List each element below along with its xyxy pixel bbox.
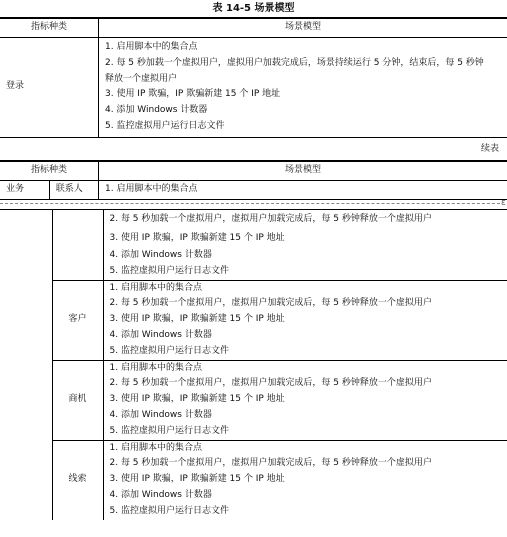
scenario-table-part2-header <box>0 160 507 200</box>
table-row-contact-first <box>0 181 507 200</box>
page-break-mark: ε <box>501 198 506 208</box>
page-break-line <box>0 203 500 204</box>
login-line-2: 2. 每 5 秒加载一个虚拟用户，虚拟用户加载完成后，场景持续运行 5 分钟，结束后，每 5 秒钟释放一个虚拟用户 <box>105 57 484 84</box>
contact-line-4: 4. 添加 Windows 计数器 <box>109 250 212 260</box>
contact-line-3: 3. 使用 IP 欺骗，IP 欺骗新建 15 个 IP 地址 <box>109 233 285 243</box>
table-row-customer <box>0 280 507 360</box>
opportunity-scenario <box>103 360 507 440</box>
opportunity-line-4: 4. 添加 Windows 计数器 <box>109 409 212 420</box>
header-indicator-type: 指标种类 <box>0 18 99 38</box>
header-indicator-type-continued: 指标种类 <box>0 161 99 181</box>
lead-line-1: 1. 启用脚本中的集合点 <box>109 442 202 453</box>
login-scenario <box>99 38 507 138</box>
contact-scenario-rest <box>103 210 507 281</box>
table-row-login <box>0 38 507 138</box>
opportunity-label: 商机 <box>52 360 103 440</box>
customer-line-2: 2. 每 5 秒加载一个虚拟用户，虚拟用户加载完成后，每 5 秒钟释放一个虚拟用户 <box>109 298 432 309</box>
contact-line-5: 5. 监控虚拟用户运行日志文件 <box>109 265 229 276</box>
login-label: 登录 <box>0 38 99 138</box>
opportunity-line-3: 3. 使用 IP 欺骗，IP 欺骗新建 15 个 IP 地址 <box>109 394 285 405</box>
lead-scenario <box>103 440 507 519</box>
table-row-opportunity <box>0 360 507 440</box>
customer-line-5: 5. 监控虚拟用户运行日志文件 <box>109 345 229 356</box>
login-line-4: 4. 添加 Windows 计数器 <box>105 105 208 116</box>
lead-label: 线索 <box>52 440 103 519</box>
lead-line-2: 2. 每 5 秒加载一个虚拟用户，虚拟用户加载完成后，每 5 秒钟释放一个虚拟用户 <box>109 458 432 469</box>
scenario-table-part3 <box>0 209 507 520</box>
lead-line-5: 5. 监控虚拟用户运行日志文件 <box>109 505 229 516</box>
business-cell-continued <box>0 210 52 520</box>
customer-scenario <box>103 280 507 360</box>
opportunity-line-1: 1. 启用脚本中的集合点 <box>109 362 202 373</box>
scenario-table-part1 <box>0 17 507 138</box>
table-header-row <box>0 18 507 38</box>
opportunity-line-5: 5. 监控虚拟用户运行日志文件 <box>109 425 229 436</box>
business-label: 业务 <box>0 181 49 200</box>
header-scenario-model: 场景模型 <box>99 18 507 38</box>
continued-label: 续表 <box>480 144 499 154</box>
customer-line-4: 4. 添加 Windows 计数器 <box>109 329 212 340</box>
customer-line-3: 3. 使用 IP 欺骗，IP 欺骗新建 15 个 IP 地址 <box>109 314 285 325</box>
table-caption: 表 14-5 场景模型 <box>212 3 295 14</box>
lead-line-4: 4. 添加 Windows 计数器 <box>109 489 212 500</box>
contact-cell-continued <box>52 210 103 281</box>
lead-line-3: 3. 使用 IP 欺骗，IP 欺骗新建 15 个 IP 地址 <box>109 474 285 485</box>
contact-label: 联系人 <box>49 181 98 200</box>
login-line-1: 1. 启用脚本中的集合点 <box>105 42 198 52</box>
table-row-contact-rest <box>0 210 507 281</box>
customer-label: 客户 <box>52 280 103 360</box>
header-scenario-model-continued: 场景模型 <box>99 161 507 181</box>
login-line-3: 3. 使用 IP 欺骗，IP 欺骗新建 15 个 IP 地址 <box>105 89 281 100</box>
table-header-row-continued <box>0 161 507 181</box>
login-line-5: 5. 监控虚拟用户运行日志文件 <box>105 120 225 131</box>
contact-line-2: 2. 每 5 秒加载一个虚拟用户，虚拟用户加载完成后，每 5 秒钟释放一个虚拟用户 <box>109 214 432 224</box>
table-row-lead <box>0 440 507 519</box>
contact-line-1: 1. 启用脚本中的集合点 <box>99 181 507 200</box>
customer-line-1: 1. 启用脚本中的集合点 <box>109 282 202 293</box>
opportunity-line-2: 2. 每 5 秒加载一个虚拟用户，虚拟用户加载完成后，每 5 秒钟释放一个虚拟用户 <box>109 378 432 389</box>
